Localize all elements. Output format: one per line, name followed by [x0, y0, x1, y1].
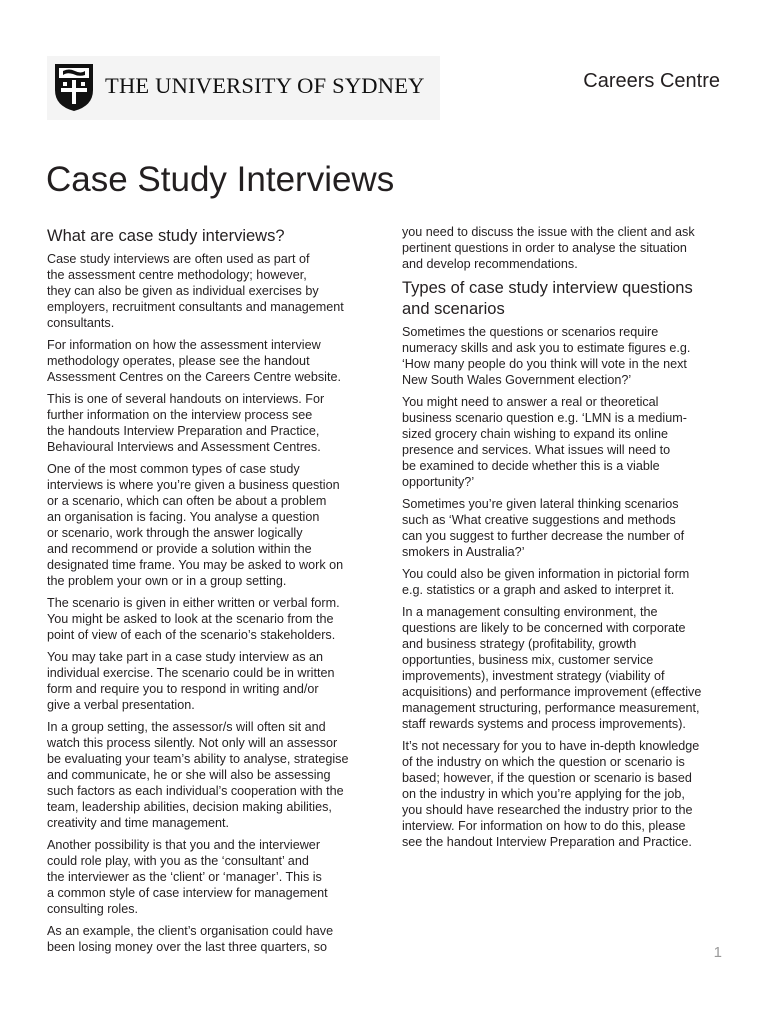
text-line: ‘How many people do you think will vote in the next	[402, 357, 687, 371]
text-line: e.g. statistics or a graph and asked to interpret it.	[402, 583, 675, 597]
text-line: Another possibility is that you and the interviewer	[47, 838, 321, 852]
text-line: you need to discuss the issue with the client and ask	[402, 225, 695, 239]
paragraph	[47, 923, 377, 955]
paragraph	[47, 391, 377, 455]
text-line: In a management consulting environment, the	[402, 605, 658, 619]
text-line: You could also be given information in pictorial form	[402, 567, 690, 581]
text-line: improvements), investment strategy (viability of	[402, 669, 665, 683]
text-line: further information on the interview process see	[47, 408, 313, 422]
text-line: the problem your own or in a group setting.	[47, 574, 287, 588]
text-line: smokers in Australia?’	[402, 545, 525, 559]
text-line: sized grocery chain wishing to expand its online	[402, 427, 669, 441]
text-line: interview. For information on how to do this, please	[402, 819, 686, 833]
text-line: of the industry on which the question or scenario is	[402, 755, 685, 769]
paragraph	[402, 224, 732, 272]
text-line: been losing money over the last three quarters, so	[47, 940, 328, 954]
text-line: such as ‘What creative suggestions and methods	[402, 513, 676, 527]
text-line: acquisitions) and performance improvement (effective	[402, 685, 702, 699]
text-line: You may take part in a case study interview as an	[47, 650, 324, 664]
paragraph	[47, 719, 377, 831]
text-line: a common style of case interview for management	[47, 886, 328, 900]
text-line: be examined to decide whether this is a viable	[402, 459, 660, 473]
text-line: could role play, with you as the ‘consultant’ and	[47, 854, 309, 868]
text-line: creativity and time management.	[47, 816, 229, 830]
text-line: or a scenario, which can often be about a problem	[47, 494, 327, 508]
department-name: Careers Centre	[583, 70, 720, 92]
text-line: point of view of each of the scenario’s stakeholders.	[47, 628, 336, 642]
text-line: see the handout Interview Preparation and Practice.	[402, 835, 692, 849]
text-line: and develop recommendations.	[402, 257, 578, 271]
text-line: This is one of several handouts on interviews. For	[47, 392, 325, 406]
text-line: on the industry in which you’re applying for the job,	[402, 787, 685, 801]
text-line: opportunties, business mix, customer service	[402, 653, 654, 667]
text-line: consulting roles.	[47, 902, 139, 916]
text-line: What are case study interviews?	[47, 227, 285, 245]
text-line: the interviewer as the ‘client’ or ‘manager’. This is	[47, 870, 322, 884]
paragraph	[47, 461, 377, 589]
text-line: For information on how the assessment interview	[47, 338, 321, 352]
text-line: and business strategy (profitability, growth	[402, 637, 637, 651]
university-crest-icon	[53, 62, 95, 112]
text-line: presence and services. What issues will need to	[402, 443, 671, 457]
text-line: numeracy skills and ask you to estimate figures e.g.	[402, 341, 691, 355]
text-line: be evaluating your team’s ability to analyse, strategise	[47, 752, 349, 766]
text-line: Sometimes you’re given lateral thinking scenarios	[402, 497, 679, 511]
section-heading	[402, 278, 732, 320]
text-line: they can also be given as individual exercises by	[47, 284, 319, 298]
text-line: designated time frame. You may be asked to work on	[47, 558, 344, 572]
text-line: business scenario question e.g. ‘LMN is a medium-	[402, 411, 687, 425]
section-heading	[47, 226, 377, 247]
text-line: Behavioural Interviews and Assessment Centres.	[47, 440, 321, 454]
text-line: Sometimes the questions or scenarios require	[402, 325, 659, 339]
text-line: The scenario is given in either written or verbal form.	[47, 596, 340, 610]
text-line: based; however, if the question or scenario is based	[402, 771, 692, 785]
text-line: staff rewards systems and process improvements).	[402, 717, 686, 731]
text-line: opportunity?’	[402, 475, 475, 489]
university-logo	[47, 56, 440, 120]
text-line: interviews is where you’re given a business question	[47, 478, 340, 492]
paragraph	[402, 604, 732, 732]
paragraph	[402, 496, 732, 560]
text-line: the assessment centre methodology; however,	[47, 268, 307, 282]
paragraph	[47, 649, 377, 713]
page-title: Case Study Interviews	[46, 160, 395, 199]
text-line: management structuring, performance measurement,	[402, 701, 700, 715]
page-number: 1	[713, 944, 722, 961]
text-line: New South Wales Government election?’	[402, 373, 632, 387]
paragraph	[47, 595, 377, 643]
text-line: You might need to answer a real or theoretical	[402, 395, 659, 409]
text-line: consultants.	[47, 316, 115, 330]
text-line: form and require you to respond in writing and/or	[47, 682, 319, 696]
text-line: questions are likely to be concerned with corporate	[402, 621, 686, 635]
text-line: such factors as each individual’s cooperation with the	[47, 784, 344, 798]
text-line: individual exercise. The scenario could be in written	[47, 666, 335, 680]
text-line: In a group setting, the assessor/s will often sit and	[47, 720, 326, 734]
text-line: Assessment Centres on the Careers Centre website.	[47, 370, 341, 384]
text-line: give a verbal presentation.	[47, 698, 195, 712]
text-line: methodology operates, please see the handout	[47, 354, 310, 368]
paragraph	[47, 251, 377, 331]
paragraph	[47, 337, 377, 385]
paragraph	[47, 837, 377, 917]
text-line: It’s not necessary for you to have in-depth knowledge	[402, 739, 700, 753]
paragraph	[402, 324, 732, 388]
text-line: team, leadership abilities, decision making abilities,	[47, 800, 332, 814]
text-line: pertinent questions in order to analyse the situation	[402, 241, 687, 255]
paragraph	[402, 394, 732, 490]
text-line: or scenario, work through the answer logically	[47, 526, 303, 540]
right-column	[402, 224, 732, 856]
text-line: the handouts Interview Preparation and Practice,	[47, 424, 320, 438]
text-line: You might be asked to look at the scenario from the	[47, 612, 334, 626]
text-line: an organisation is facing. You analyse a question	[47, 510, 320, 524]
paragraph	[402, 566, 732, 598]
left-column	[47, 226, 377, 961]
text-line: One of the most common types of case study	[47, 462, 300, 476]
text-line: Types of case study interview questions	[402, 279, 693, 297]
text-line: and scenarios	[402, 300, 505, 318]
text-line: can you suggest to further decrease the number of	[402, 529, 685, 543]
text-line: Case study interviews are often used as part of	[47, 252, 310, 266]
text-line: and communicate, he or she will also be assessing	[47, 768, 331, 782]
text-line: As an example, the client’s organisation could have	[47, 924, 334, 938]
university-name: THE UNIVERSITY OF SYDNEY	[105, 73, 425, 98]
text-line: you should have researched the industry prior to the	[402, 803, 693, 817]
text-line: and recommend or provide a solution within the	[47, 542, 312, 556]
text-line: employers, recruitment consultants and management	[47, 300, 344, 314]
paragraph	[402, 738, 732, 850]
text-line: watch this process silently. Not only will an assessor	[47, 736, 338, 750]
